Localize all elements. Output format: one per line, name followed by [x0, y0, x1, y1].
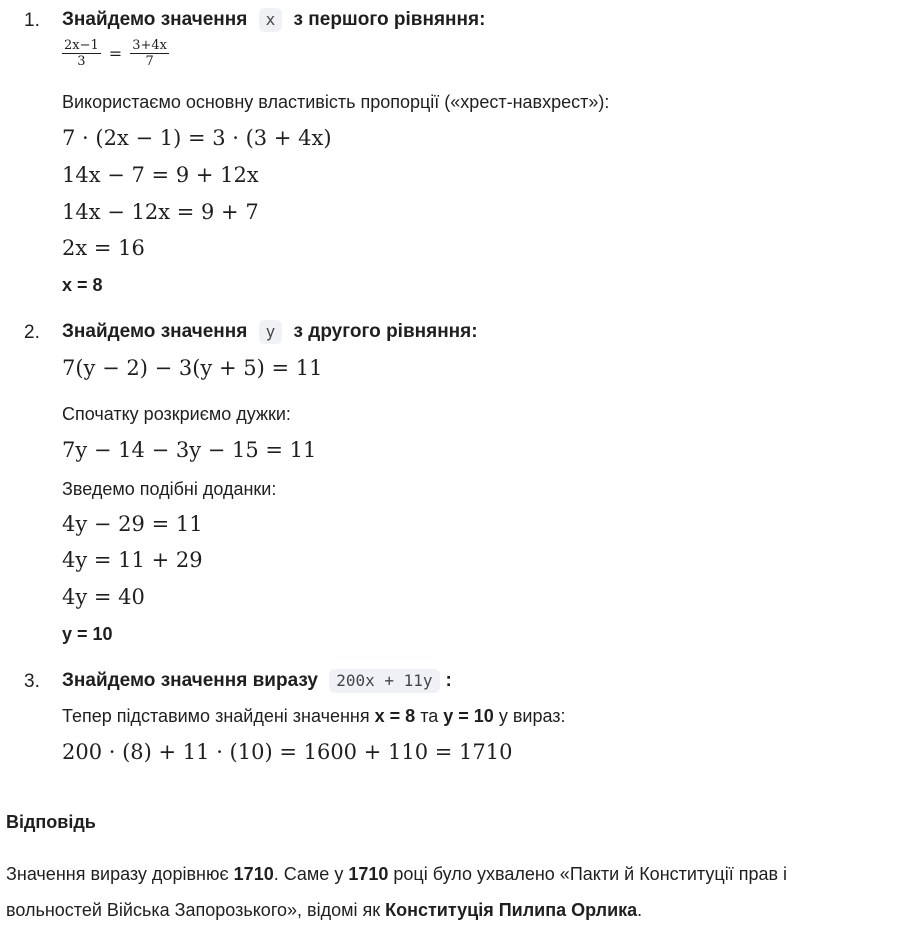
right-fraction [130, 38, 169, 69]
step-1-explanation: Використаємо основну властивість пропорції («хрест-навхрест»): [62, 92, 610, 112]
answer-p2-c: . [637, 900, 643, 920]
step-1-line-3: 14x − 12x = 9 + 7 [62, 200, 259, 224]
step-2-title-before: Знайдемо значення [62, 321, 248, 342]
step-2-explanation-1: Спочатку розкриємо дужки: [62, 404, 291, 424]
step-3-y-value: y = 10 [443, 706, 494, 726]
step-2-line-4: 4y = 40 [62, 585, 145, 609]
answer-constitution-name: Конституція Пилипа Орлика [385, 900, 638, 920]
answer-paragraph-line-1 [6, 864, 787, 885]
step-1-line-1: 7 · (2x − 1) = 3 · (3 + 4x) [62, 126, 332, 150]
step-2-line-1: 7y − 14 − 3y − 15 = 11 [62, 438, 317, 462]
right-denominator: 7 [145, 54, 154, 69]
answer-paragraph-line-2 [6, 900, 642, 921]
step-2-equation: 7(y − 2) − 3(y + 5) = 11 [62, 356, 323, 380]
proportion-equation [62, 38, 169, 69]
step-2-title-after: з другого рівняння: [293, 321, 478, 342]
step-1-line-4: 2x = 16 [62, 236, 145, 260]
step-2-line-2: 4y − 29 = 11 [62, 512, 203, 536]
answer-value-2: 1710 [348, 864, 389, 884]
step-3-equation: 200 · (8) + 11 · (10) = 1600 + 110 = 1710 [62, 740, 513, 764]
step-2-number: 2. [24, 322, 40, 343]
answer-p1-e: році було ухвалено «Пакти й Конституції прав і [393, 864, 788, 884]
step-3-number: 3. [24, 671, 40, 692]
step-1-result: x = 8 [62, 275, 103, 295]
step-3-text-mid: та [420, 706, 439, 726]
answer-heading: Відповідь [6, 812, 96, 832]
step-3-text-after: у вираз: [498, 706, 566, 726]
left-fraction [62, 38, 101, 69]
right-numerator: 3+4x [132, 38, 167, 53]
step-2-title [62, 320, 478, 344]
variable-x-code: x [259, 8, 283, 32]
step-1-title-before: Знайдемо значення [62, 9, 248, 30]
step-3-title-after: : [445, 670, 452, 691]
step-3-title [62, 669, 452, 693]
step-3-text-before: Тепер підставимо знайдені значення [62, 706, 370, 726]
step-1-title [62, 8, 485, 32]
step-1-line-2: 14x − 7 = 9 + 12x [62, 163, 259, 187]
fraction-equals: = [108, 44, 123, 63]
step-1-number: 1. [24, 10, 40, 31]
left-numerator: 2x−1 [64, 38, 99, 53]
step-3-explanation [62, 706, 566, 727]
step-3-x-value: x = 8 [374, 706, 416, 726]
answer-p2-a: вольностей Війська Запорозького», відомі як [6, 900, 381, 920]
step-2-line-3: 4y = 11 + 29 [62, 548, 203, 572]
answer-p1-c: . Саме у [273, 864, 344, 884]
variable-y-code: y [259, 320, 283, 344]
step-3-title-before: Знайдемо значення виразу [62, 670, 318, 691]
step-1-title-after: з першого рівняння: [293, 9, 486, 30]
step-2-result: y = 10 [62, 624, 113, 644]
answer-value-1: 1710 [233, 864, 274, 884]
answer-p1-a: Значення виразу дорівнює [6, 864, 229, 884]
step-2-explanation-2: Зведемо подібні доданки: [62, 479, 277, 499]
left-denominator: 3 [77, 54, 86, 69]
expression-code: 200x + 11y [329, 669, 439, 693]
